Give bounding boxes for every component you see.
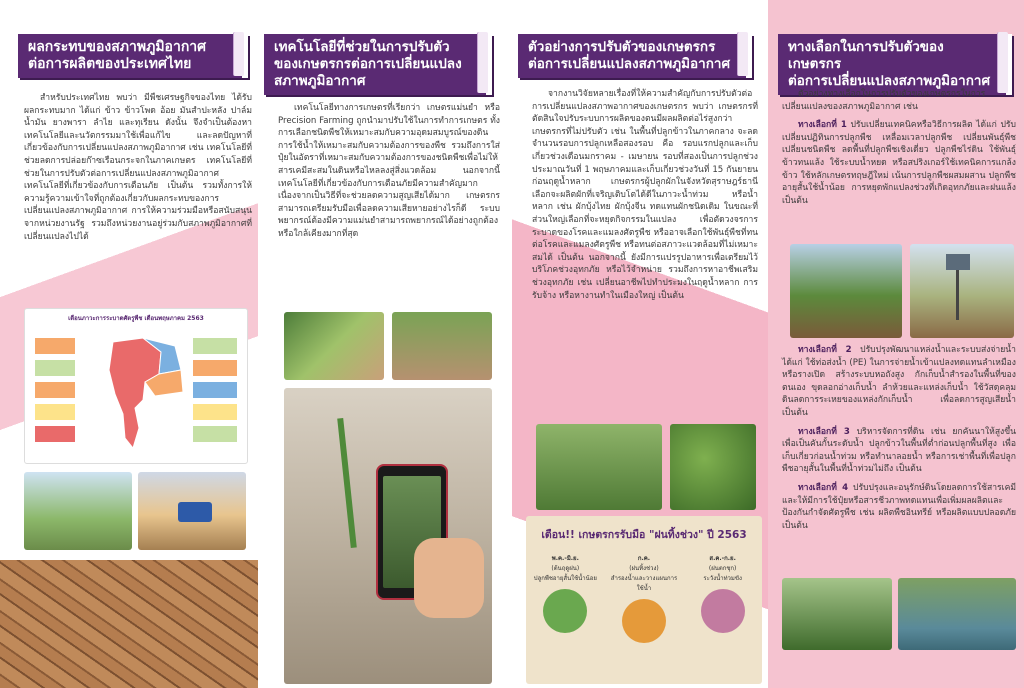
option-2-text: ปรับปรุงพัฒนาแหล่งน้ำและระบบส่งจ่ายน้ำ ได้แก่ ใช้ท่อส่งน้ำ (PE) ในการจ่ายน้ำเข้าแปลงทดแทนลำเหมืองหรือรางเปิด สร้างระบบหอถังสูง กักเก็บน้ำสำรองในพื้นที่ของตนเอง ขุดลอกอ่างเก็บน้ำ ลำห้วยและแหล่งเก็บน้ำ ใช้วัสดุคลุมดินลดการระเหยของแหล่งกักเก็บน้ำ เพื่อลดการสูญเสียน้ำ เป็นต้น [782,345,1016,418]
panel1-title-line1: ผลกระทบของสภาพภูมิอากาศ [28,39,207,55]
option-4-text: ปรับปรุงและอนุรักษ์ดินโดยลดการใช้สารเคมี และให้มีการใช้ปุ๋ยหรือสารชีวภาพทดแทนเพื่อเพิ่มผลผลิตและป้องกันกำจัดศัตรูพืช เช่น ผลิตพืชอินทรีย์ หรือผลิตแบบปลอดภัย เป็นต้น [782,482,1016,531]
option-1-label: ทางเลือกที่ 1 [798,120,847,131]
panel4-text [782,88,1016,207]
panel4-title-line1: ทางเลือกในการปรับตัวของเกษตรกร [788,39,944,72]
option-2-label: ทางเลือกที่ 2 [798,345,852,355]
thailand-map-graphic [25,323,247,464]
smartphone-field-photo [284,388,492,684]
panel-adaptation-examples [512,0,768,688]
panel4-intro: ตัวอย่างทางเลือกในการปรับตัวของเกษตรกรในการเปลี่ยนแปลงของสภาพภูมิอากาศ เช่น [782,89,986,112]
scroll-ornament [737,32,748,76]
panel3-title-line1: ตัวอย่างการปรับตัวของเกษตรกร [528,39,716,55]
panel2-body: เทคโนโลยีทางการเกษตรที่เรียกว่า เกษตรแม่นยำ หรือ Precision Farming ถูกนำมาปรับใช้ในการทำการเกษตร ทั้งการเลือกชนิดพืชให้เหมาะสมกับความอุดมสมบูรณ์ของดิน การใช้น้ำให้เหมาะสมกับความต้องการของพืช รวมถึงการใส่ปุ๋ยในอัตราที่เหมาะสมกับความต้องการของชนิดพืชเพื่อไม่ให้สารเคมีสะสมในดินหรือไหลลงสู่สิ่งแวดล้อม นอกจากนี้ เทคโนโลยีที่เกี่ยวข้องกับการเตือนภัยมีความสำคัญมาก เนื่องจากเป็นวิธีที่จะช่วยลดความสูญเสียได้มาก เกษตรกรสามารถเตรียมรับมือเพื่อลดความเสียหายอย่างไรก็ดี ระบบพยากรณ์ต้องมีความแม่นยำสามารถพยากรณ์ได้อย่างถูกต้อง หรือใกล้เคียงมากที่สุด [278,103,500,239]
harvester-photo [138,472,246,550]
panel2-title-banner [264,34,492,95]
scroll-ornament [477,32,488,93]
drought-warning-poster [526,516,762,684]
option-1-text: ปรับเปลี่ยนเทคนิคหรือวิธีการผลิต ได้แก่ ปรับเปลี่ยนปฏิทินการปลูกพืช เหลื่อมเวลาปลูกพืช เปลี่ยนพันธุ์พืช เปลี่ยนชนิดพืช ลดพื้นที่ปลูกพืชเชิงเดี่ยว ปลูกพืชไร่ดิน ใช้พันธุ์ข้าวทนแล้ง ใช้ระบบน้ำหยด หรือสปริงเกอร์ใช้เทคนิคการแกล้งข้าว ใช้หลักเกษตรทฤษฎีใหม่ เน้นการปลูกพืชผสมผสาน ปลูกพืชอายุสั้นใช้น้ำน้อย การหยุดพักแปลงช่วงที่เกิดอุทกภัยและฝนแล้ง เป็นต้น [782,120,1016,206]
panel3-body: จากงานวิจัยหลายเรื่องที่ให้ความสำคัญกับการปรับตัวต่อการเปลี่ยนแปลงสภาพอากาศของเกษตรกร พบว่า เกษตรกรที่ตัดสินใจปรับระบบการผลิตของตนมีผลผลิตต่อไร่สูงกว่าเกษตรกรที่ไม่ปรับตัว เช่น ในพื้นที่ปลูกข้าวในภาคกลาง จะลดจำนวนรอบการปลูกเหลือสองรอบ คือ รอบแรกปลูกและเก็บเกี่ยวช่วงเดือนมกราคม - เมษายน รอบที่สองเป็นการปลูกช่วงประมาณวันที่ 1 พฤษภาคมและเก็บเกี่ยวช่วงวันที่ 15 กันยายนก่อนฤดูน้ำหลาก เกษตรกรผู้ปลูกผักในจังหวัดสุราษฎร์ธานีเลือกจะผลิตผักที่เจริญเติบโตได้ดีในภาวะน้ำท่วม หรือน้ำหลาก เช่น ผักบุ้งไทย ผักบุ้งจีน ทดแทนผักชนิดเดิม ในขณะที่ส่วนใหญ่เลือกที่จะหยุดกิจกรรมในแปลง เพื่อตัดวงจรการระบาดของโรคและแมลงศัตรูพืช หรืออาจเลือกใช้พันธุ์พืชที่ทนต่อโรคและแมลงศัตรูพืช หรือทนต่อสภาวะแวดล้อมที่ไม่เหมาะสมได้ เป็นต้น นอกจากนี้ ยังมีการแปรรูปอาหารเพื่อเตรียมไว้บริโภคช่วงอุทกภัย หรือไว้จำหน่าย รวมถึงการหาอาชีพเสริมช่วงอุทกภัย เช่น เปลี่ยนอาชีพไปทำประมงในฤดูน้ำหลาก การรับจ้าง หรือหางานทำในเมืองใหญ่ เป็นต้น [532,89,758,301]
water-reservoir-icon [622,599,666,643]
pond-photo [898,578,1016,650]
panel1-title-banner [18,34,248,78]
poster-column-3: ส.ค.-ก.ย. (ฝนตกชุก) ระวังน้ำท่วมขัง [688,553,758,649]
map-title: เตือนภาวะการระบาดศัตรูพืช เดือนพฤษภาคม 2563 [68,315,204,322]
option-4 [782,482,1016,532]
seedling-photo [392,312,492,380]
panel3-title-banner [518,34,752,78]
scroll-ornament [997,32,1008,93]
panel2-title-line3: สภาพภูมิอากาศ [274,73,366,89]
option-3-text: บริหารจัดการที่ดิน เช่น ยกคันนาให้สูงขึ้น เพื่อเป็นคันกั้นระดับน้ำ ปลูกข้าวในพื้นที่ต่ำก่อนปลูกพื้นที่สูง เพื่อเก็บเกี่ยวก่อนน้ำท่วม หรือทำนาลอยน้ำ หรือการเช่าพื้นที่เพื่อปลูกพืชอายุสั้นในพื้นที่น้ำท่วมไม่ถึง เป็นต้น [782,426,1017,475]
vegetable-farmer-photo [536,424,662,510]
panel-adaptation-technology [258,0,512,688]
pest-damaged-leaves-photo [670,424,756,510]
poster-column-1: พ.ค.-มิ.ย. (ต้นฤดูฝน) ปลูกพืชอายุสั้นใช้น้ำน้อย [530,553,600,649]
panel4-text-lower [782,344,1016,532]
flood-field-icon [701,589,745,633]
panel2-title-line1: เทคโนโลยีที่ช่วยในการปรับตัว [274,39,450,55]
poster-title: เตือน!! เกษตรกรรับมือ "ฝนทิ้งช่วง" ปี 2563 [541,529,747,541]
panel1-body: สำหรับประเทศไทย พบว่า มีพืชเศรษฐกิจของไทย ได้รับผลกระทบมาก ได้แก่ ข้าว ข้าวโพด อ้อย มันสำปะหลัง ปาล์มน้ำมัน ยางพารา ลำไย และทุเรียน ดังนั้น จึงจำเป็นต้องหาเทคโนโลยีและนวัตกรรมมาใช้เพื่อแก้ไข และลดปัญหาที่เกี่ยวข้องกับการเปลี่ยนแปลงสภาพภูมิอากาศ เช่น เทคโนโลยีที่ช่วยลดการปล่อยก๊าซเรือนกระจกในภาคเกษตร เทคโนโลยีที่ช่วยในการปรับตัวต่อการเปลี่ยนแปลงสภาพภูมิอากาศ เทคโนโลยีที่เกี่ยวข้องกับการเตือนภัย เป็นต้น รวมทั้งการให้ความรู้ความเข้าใจที่ถูกต้องเกี่ยวกับผลกระทบของการเปลี่ยนแปลงสภาพภูมิอากาศ การให้ความร่วมมือหรือสนับสนุนจากหน่วยงานรัฐ รวมถึงหน่วยงานอยู่ร่วมกับสภาพภูมิอากาศที่เปลี่ยนแปลงไปได้ [24,93,252,242]
panel3-title-line2: ต่อการเปลี่ยนแปลงสภาพภูมิอากาศ [528,56,731,72]
pest-warning-map [24,308,248,464]
hand-seeds-photo [284,312,384,380]
seedling-icon [543,589,587,633]
option-2 [782,344,1016,420]
cracked-earth-photo [0,560,258,688]
option-3 [782,426,1016,476]
water-tower-photo [910,244,1014,338]
panel4-title-line2: ต่อการเปลี่ยนแปลงสภาพภูมิอากาศ [788,73,991,89]
poster-column-2: ก.ค. (ฝนทิ้งช่วง) สำรองน้ำและวางแผนการใช้น้ำ [609,553,679,649]
panel-climate-impact [0,0,258,688]
option-4-label: ทางเลือกที่ 4 [798,482,849,493]
panel1-title-line2: ต่อการผลิตของประเทศไทย [28,56,192,72]
panel-adaptation-options [768,0,1024,688]
panel4-title-banner [778,34,1012,95]
option-3-label: ทางเลือกที่ 3 [798,426,850,437]
farmer-spraying-photo [782,578,892,650]
orchard-photo [790,244,902,338]
option-1 [782,119,1016,207]
scroll-ornament [233,32,244,76]
greenhouse-photo [24,472,132,550]
panel2-title-line2: ของเกษตรกรต่อการเปลี่ยนแปลง [274,56,462,72]
